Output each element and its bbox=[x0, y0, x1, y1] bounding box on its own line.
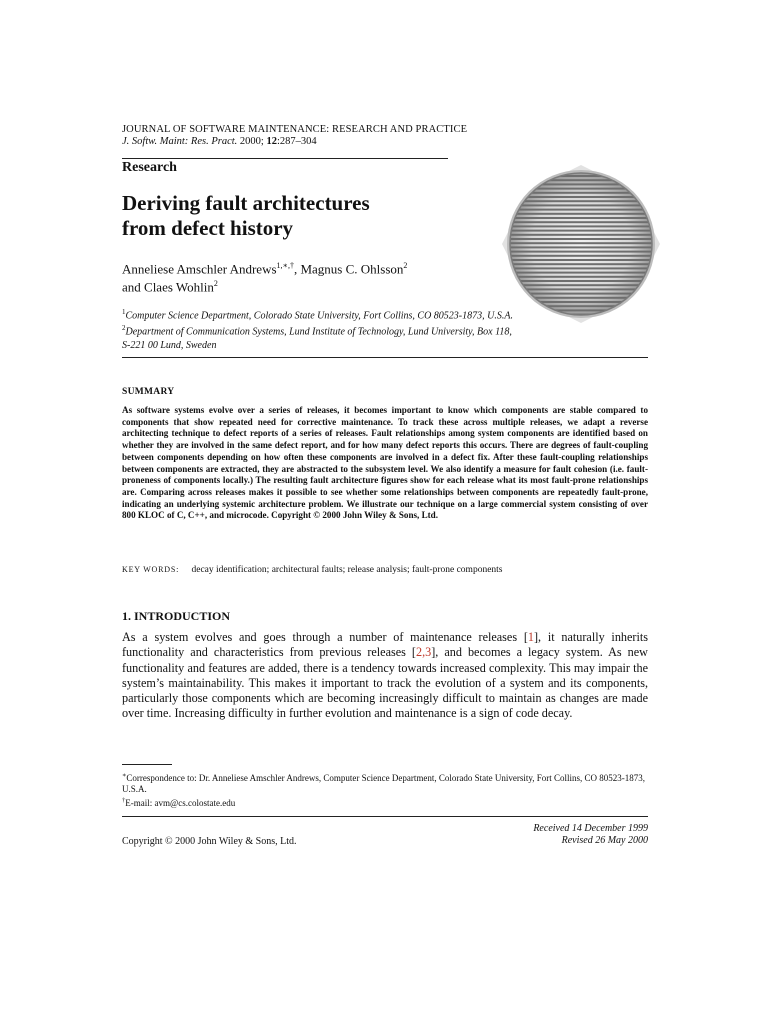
received-date: Received 14 December 1999 bbox=[533, 823, 648, 834]
logo-stripe bbox=[508, 179, 654, 181]
logo-stripe bbox=[508, 188, 654, 190]
logo-stripe bbox=[508, 272, 654, 274]
article-title bbox=[122, 191, 370, 241]
summary-text: As software systems evolve over a series of releases, it becomes important to know which components are stable compared to components that show repeated need for corrective maintenance. To track these across multiple releases, we adapt a reverse architecting technique to defect reports of a series of releases. Fault relationships among system components are identified based on whether they are involved in the same defect report, and for how many defect reports this occurs. There are degrees of fault-coupling between components depending on how often these components are involved in a defect fix. After these fault-coupling relationships between components are extracted, they are abstracted to the subsystem level. We also identify a measure for fault cohesion (i.e. fault-proneness of components locally.) The resulting fault architecture figures show for each release what its most fault-prone relationships are. Comparing across releases makes it possible to see whether some relationships between components are repeatedly fault-prone, indicating an underlying systemic architecture problem. We illustrate our technique on a large commercial system consisting of over 800 KLOC of C, C++, and microcode. Copyright © 2000 John Wiley & Sons, Ltd. bbox=[122, 405, 648, 521]
keywords bbox=[122, 565, 503, 575]
footnote-email bbox=[122, 795, 648, 809]
affiliation-1-text: Computer Science Department, Colorado State University, Fort Collins, CO 80523-1873, U.S.A. bbox=[125, 310, 513, 322]
logo-stripe bbox=[508, 259, 654, 261]
author-3: and Claes Wohlin bbox=[122, 279, 214, 295]
introduction-paragraph bbox=[122, 630, 648, 722]
header-bottom-rule bbox=[122, 357, 648, 358]
footnote-rule bbox=[122, 764, 172, 765]
title-line-1: Deriving fault architectures bbox=[122, 191, 370, 215]
citation-year: 2000; bbox=[239, 136, 264, 147]
footnotes bbox=[122, 770, 648, 809]
affiliation-2-cont: S-221 00 Lund, Sweden bbox=[122, 339, 217, 351]
logo-stripe bbox=[508, 276, 654, 278]
footnote-2-text: E-mail: avm@cs.colostate.edu bbox=[125, 798, 236, 808]
logo-stripe bbox=[508, 200, 654, 202]
keywords-text: decay identification; architectural faults; release analysis; fault-prone components bbox=[191, 565, 503, 575]
footnote-correspondence bbox=[122, 770, 648, 795]
logo-stripe bbox=[508, 255, 654, 257]
logo-stripe bbox=[508, 263, 654, 265]
journal-name: JOURNAL OF SOFTWARE MAINTENANCE: RESEARCH AND PRACTICE bbox=[122, 124, 468, 135]
logo-stripe bbox=[508, 251, 654, 253]
citation-volume: 12 bbox=[266, 136, 277, 147]
logo-stripe bbox=[508, 175, 654, 177]
copyright-notice: Copyright © 2000 John Wiley & Sons, Ltd. bbox=[122, 836, 297, 847]
reference-link-2-3[interactable]: 2,3 bbox=[415, 645, 432, 660]
logo-stripe bbox=[508, 246, 654, 248]
revised-date: Revised 26 May 2000 bbox=[561, 835, 648, 846]
author-2: , Magnus C. Ohlsson bbox=[293, 261, 404, 277]
logo-stripe bbox=[508, 309, 654, 311]
intro-text-part-3: ], and becomes a legacy system. As new functionality and features are added, there is a tendency towards increased complexity. This may impair the system’s maintainability. This makes it important to track the evolution of a system and its components, particularly those components which are becoming increasingly difficult to maintain as changes are made over time. Increasing difficulty in further evolution and maintenance is a sign of code decay. bbox=[122, 645, 648, 721]
intro-text-part-2: ], it naturally inherits functionality and characteristics from previous releases [ bbox=[122, 630, 648, 660]
logo-stripe bbox=[508, 230, 654, 232]
received-dates bbox=[533, 823, 648, 847]
summary-heading: SUMMARY bbox=[122, 387, 175, 397]
author-1-marks: 1,∗,† bbox=[276, 261, 294, 270]
logo-stripe bbox=[508, 301, 654, 303]
author-1: Anneliese Amschler Andrews bbox=[122, 261, 277, 277]
title-line-2: from defect history bbox=[122, 216, 294, 240]
author-list bbox=[122, 258, 407, 295]
logo-stripe bbox=[508, 213, 654, 215]
logo-stripe bbox=[508, 221, 654, 223]
footnote-2-mark: † bbox=[122, 797, 126, 804]
affiliation-2-number: 2 bbox=[122, 324, 126, 333]
logo-stripe bbox=[508, 288, 654, 290]
author-line-1 bbox=[122, 258, 407, 276]
footnote-1-mark: ∗ bbox=[122, 772, 127, 779]
keywords-label: KEY WORDS: bbox=[122, 565, 180, 574]
affiliation-2-text: Department of Communication Systems, Lund Institute of Technology, Lund University, Box 118, bbox=[125, 326, 512, 338]
affiliation-1 bbox=[122, 306, 513, 322]
citation-journal: J. Softw. Maint: Res. Pract. bbox=[122, 136, 238, 147]
citation-pages: :287–304 bbox=[276, 136, 317, 147]
author-2-marks: 2 bbox=[403, 261, 408, 270]
footer-rule bbox=[122, 816, 648, 817]
affiliation-2 bbox=[122, 322, 513, 338]
logo-stripe bbox=[508, 305, 654, 307]
header-rule bbox=[122, 158, 448, 159]
logo-stripe bbox=[508, 280, 654, 282]
logo-stripe bbox=[508, 238, 654, 240]
reference-link-1[interactable]: 1 bbox=[527, 630, 534, 644]
striped-disc-logo-icon bbox=[500, 163, 662, 325]
logo-stripe bbox=[508, 183, 654, 185]
section-label: Research bbox=[122, 160, 177, 175]
logo-stripe bbox=[508, 204, 654, 206]
logo-stripe bbox=[508, 284, 654, 286]
citation bbox=[122, 136, 317, 147]
logo-stripe bbox=[508, 225, 654, 227]
intro-text-part-1: As a system evolves and goes through a number of maintenance releases [ bbox=[122, 630, 528, 644]
logo-stripe bbox=[508, 217, 654, 219]
logo-stripe bbox=[508, 234, 654, 236]
footnote-1-text: Correspondence to: Dr. Anneliese Amschler Andrews, Computer Science Department, Colorado State University, Fort Collins, CO 80523-1873, U.S.A. bbox=[122, 773, 646, 794]
author-line-2 bbox=[122, 276, 407, 294]
logo-stripe bbox=[508, 209, 654, 211]
logo-stripe bbox=[508, 196, 654, 198]
logo-stripe bbox=[508, 267, 654, 269]
affiliations bbox=[122, 306, 513, 352]
logo-stripe bbox=[508, 242, 654, 244]
introduction-heading: 1. INTRODUCTION bbox=[122, 609, 231, 623]
affiliation-1-number: 1 bbox=[122, 308, 126, 316]
author-3-marks: 2 bbox=[213, 279, 218, 289]
